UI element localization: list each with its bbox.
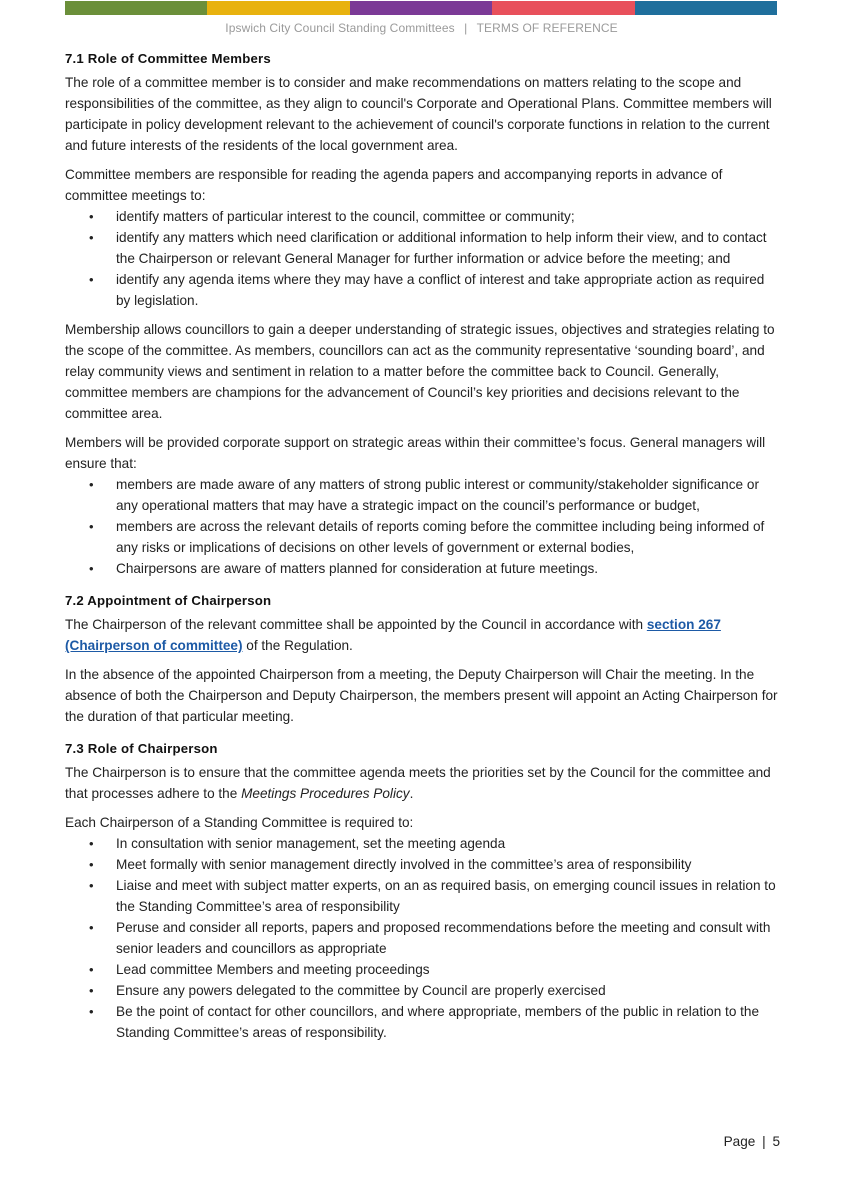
page-separator: |: [762, 1134, 766, 1149]
list-item-text: Meet formally with senior management directly involved in the committee’s area of responsibility: [116, 857, 692, 872]
bullet: •: [89, 272, 94, 287]
page-label: Page: [723, 1134, 756, 1149]
list-item: [65, 516, 781, 558]
list-item-text: Ensure any powers delegated to the committee by Council are properly exercised: [116, 983, 606, 998]
bullet: •: [89, 857, 94, 872]
color-bar-segment-green: [65, 1, 207, 15]
list-item-text: Chairpersons are aware of matters planned for consideration at future meetings.: [116, 561, 599, 576]
paragraph-text: of the Regulation.: [242, 638, 353, 653]
list-item: [65, 980, 781, 1001]
list-item: [65, 959, 781, 980]
page-content: [65, 51, 781, 1051]
bullet-list: [65, 206, 781, 311]
section-heading-7-1: 7.1 Role of Committee Members: [65, 51, 271, 66]
page-number: 5: [772, 1134, 780, 1149]
list-item-text: Peruse and consider all reports, papers and proposed recommendations before the meeting and consult with senior leaders and councillors as appropriate: [116, 920, 771, 956]
bullet: •: [89, 230, 94, 245]
bullet: •: [89, 962, 94, 977]
bullet: •: [89, 983, 94, 998]
paragraph: [65, 762, 781, 804]
bullet-list: [65, 833, 781, 1043]
paragraph: Committee members are responsible for reading the agenda papers and accompanying reports in advance of committee meetings to:: [65, 167, 723, 203]
list-item-text: identify matters of particular interest to the council, committee or community;: [116, 209, 575, 224]
list-item: [65, 269, 781, 311]
paragraph: Membership allows councillors to gain a deeper understanding of strategic issues, objectives and strategies relating to the scope of the committee. As members, councillors can act as the community representative ‘sounding board’, and relay community views and sentiment in relation to a matter before the committee back to Council. Generally, committee members are champions for the advancement of Council’s key priorities and decisions relevant to the committee area.: [65, 322, 775, 421]
list-item: [65, 854, 781, 875]
running-header: [0, 21, 843, 35]
paragraph: In the absence of the appointed Chairperson from a meeting, the Deputy Chairperson will Chair the meeting. In the absence of both the Chairperson and Deputy Chairperson, the members present will appoint an Acting Chairperson for the duration of that particular meeting.: [65, 667, 778, 724]
paragraph: Members will be provided corporate support on strategic areas within their committee’s focus. General managers will ensure that:: [65, 435, 766, 471]
list-item-text: Lead committee Members and meeting proceedings: [116, 962, 430, 977]
list-item: [65, 558, 781, 579]
paragraph: Each Chairperson of a Standing Committee is required to:: [65, 815, 414, 830]
list-item-text: In consultation with senior management, set the meeting agenda: [116, 836, 506, 851]
list-item: [65, 875, 781, 917]
list-item-text: Liaise and meet with subject matter experts, on an as required basis, on emerging council issues in relation to the Standing Committee’s area of responsibility: [116, 878, 776, 914]
bullet-list: [65, 474, 781, 579]
header-subtitle: TERMS OF REFERENCE: [476, 21, 618, 35]
bullet: •: [89, 477, 94, 492]
page-footer: [724, 1134, 780, 1149]
list-item-text: identify any agenda items where they may have a conflict of interest and take appropriate action as required by legislation.: [116, 272, 765, 308]
bullet: •: [89, 836, 94, 851]
bullet: •: [89, 519, 94, 534]
list-item-text: Be the point of contact for other councillors, and where appropriate, members of the public in relation to the Standing Committee’s areas of responsibility.: [116, 1004, 760, 1040]
list-item: [65, 1001, 781, 1043]
regulation-section-link[interactable]: section 267 (Chairperson of committee): [65, 617, 721, 653]
bullet: •: [89, 920, 94, 935]
list-item-text: members are made aware of any matters of strong public interest or community/stakeholder significance or any operational matters that may have a strategic impact on the council’s performance or budget,: [116, 477, 759, 513]
list-item: [65, 917, 781, 959]
bullet: •: [89, 561, 94, 576]
list-item: [65, 206, 781, 227]
header-separator: |: [464, 21, 468, 35]
list-item-text: identify any matters which need clarification or additional information to help inform their view, and to contact the Chairperson or relevant General Manager for further information or advice before the meeting; and: [116, 230, 767, 266]
color-bar-segment-red: [492, 1, 634, 15]
bullet: •: [89, 878, 94, 893]
list-item: [65, 833, 781, 854]
bullet: •: [89, 209, 94, 224]
header-title: Ipswich City Council Standing Committees: [225, 21, 455, 35]
paragraph: [65, 614, 781, 656]
section-heading-7-3: 7.3 Role of Chairperson: [65, 741, 218, 756]
paragraph-text: The Chairperson is to ensure that the committee agenda meets the priorities set by the Council for the committee and that processes adhere to the: [65, 765, 771, 801]
list-item: [65, 474, 781, 516]
header-color-bar: [65, 1, 777, 15]
paragraph-text: .: [409, 786, 414, 801]
paragraph-text: The Chairperson of the relevant committee shall be appointed by the Council in accordance with: [65, 617, 647, 632]
bullet: •: [89, 1004, 94, 1019]
list-item: [65, 227, 781, 269]
paragraph: The role of a committee member is to consider and make recommendations on matters relating to the scope and responsibilities of the committee, as they align to council's Corporate and Operational Plans. Committee members will participate in policy development relevant to the achievement of council's corporate functions in relation to the current and future interests of the residents of the local government area.: [65, 75, 772, 153]
list-item-text: members are across the relevant details of reports coming before the committee including being informed of any risks or implications of decisions on other levels of government or external bodies,: [116, 519, 765, 555]
color-bar-segment-purple: [350, 1, 492, 15]
color-bar-segment-yellow: [207, 1, 349, 15]
section-heading-7-2: 7.2 Appointment of Chairperson: [65, 593, 272, 608]
color-bar-segment-blue: [635, 1, 777, 15]
policy-name: Meetings Procedures Policy: [241, 786, 410, 801]
